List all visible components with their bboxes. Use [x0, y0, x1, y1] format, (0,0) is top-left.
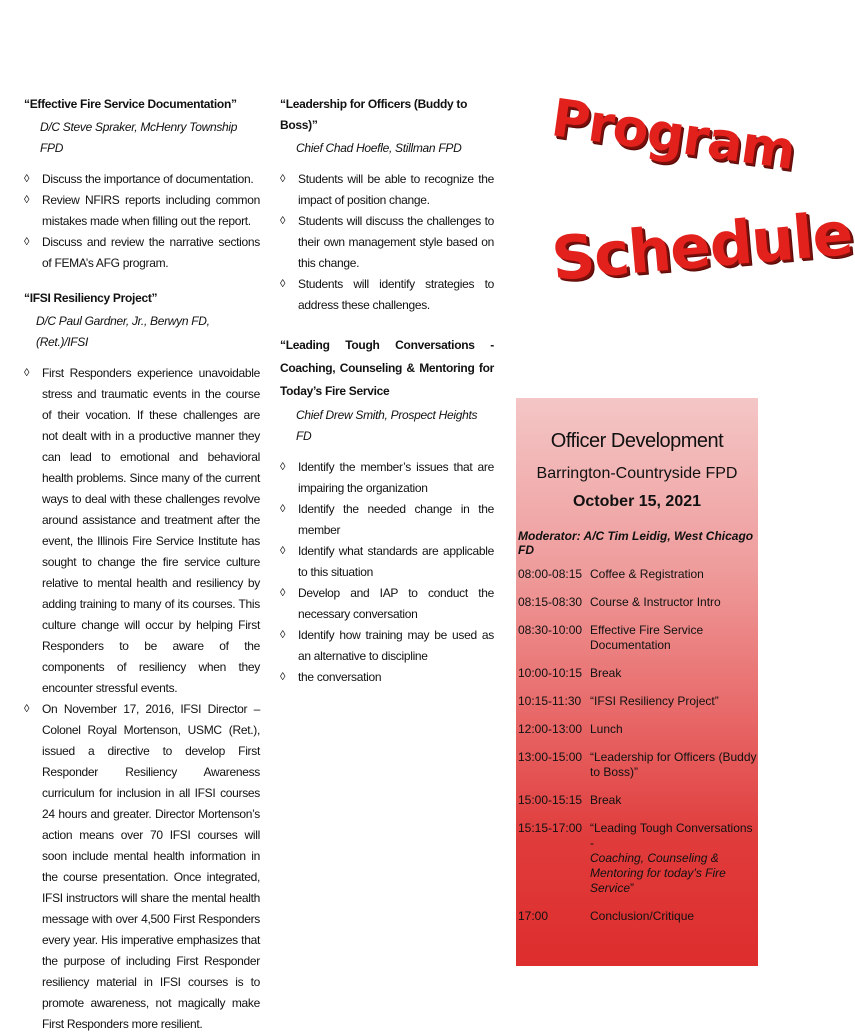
- list-item: ◊ Identify what standards are applicable to this situation: [280, 541, 494, 583]
- diamond-bullet-icon: ◊: [24, 703, 30, 715]
- diamond-bullet-icon: ◊: [280, 461, 286, 473]
- schedule-row: [516, 750, 758, 780]
- session-title: “Leading Tough Conversations - Coaching, Counseling & Mentoring for Today’s Fire Service: [280, 338, 494, 398]
- session-title: “Effective Fire Service Documentation”: [24, 97, 237, 111]
- session-speaker: D/C Paul Gardner, Jr., Berwyn FD, (Ret.)/IFSI: [36, 314, 210, 349]
- middle-column: [280, 94, 494, 688]
- list-item: ◊ Identify how training may be used as an alternative to discipline: [280, 625, 494, 667]
- diamond-bullet-icon: ◊: [280, 545, 286, 557]
- diamond-bullet-icon: ◊: [24, 367, 30, 379]
- schedule-event: Effective Fire Service Documentation: [590, 623, 704, 652]
- diamond-bullet-icon: ◊: [280, 671, 286, 683]
- list-item: ◊ Discuss the importance of documentation.: [24, 169, 260, 190]
- session-title: “IFSI Resiliency Project”: [24, 291, 158, 305]
- list-item: ◊ Students will identify strategies to address these challenges.: [280, 274, 494, 316]
- diamond-bullet-icon: ◊: [24, 173, 30, 185]
- diamond-bullet-icon: ◊: [24, 194, 30, 206]
- schedule-event: “Leadership for Officers (Buddy to Boss)”: [590, 750, 757, 779]
- bullet-list: [24, 363, 260, 1035]
- schedule-row: [516, 595, 758, 610]
- schedule-row: [516, 694, 758, 709]
- schedule-time: 10:15-11:30: [518, 694, 582, 708]
- schedule-time: 08:00-08:15: [518, 567, 583, 581]
- list-item: ◊ Students will discuss the challenges to their own management style based on this change.: [280, 211, 494, 274]
- schedule-row: [516, 793, 758, 808]
- list-item: ◊ On November 17, 2016, IFSI Director – Colonel Royal Mortenson, USMC (Ret.), issued a directive to develop First Responder Resiliency Awareness curriculum for inclusion in all IFSI courses 24 hours and greater. Director Mortenson’s action means over 70 IFSI courses will soon include mental health information in the course presentation. Once integrated, IFSI instructors will share the mental health message with over 4,500 First Responders every year. His imperative emphasizes that the purpose of including First Responder resiliency material in IFSI courses is to promote awareness, not magically make First Responders more resilient.: [24, 699, 260, 1035]
- schedule-row: [516, 666, 758, 681]
- bullet-list: [24, 169, 260, 274]
- list-item: ◊ the conversation: [280, 667, 494, 688]
- schedule-time: 15:00-15:15: [518, 793, 583, 807]
- bullet-list: [280, 169, 494, 316]
- schedule-row: [516, 722, 758, 737]
- schedule-time: 08:15-08:30: [518, 595, 583, 609]
- schedule-event: Break: [590, 793, 622, 807]
- schedule-row: [516, 909, 758, 924]
- diamond-bullet-icon: ◊: [280, 629, 286, 641]
- schedule-time: 13:00-15:00: [518, 750, 583, 764]
- schedule-event: Lunch: [590, 722, 623, 736]
- schedule-event: “Leading Tough Conversations - Coaching, Counseling & Mentoring for today’s Fire Service”: [590, 821, 753, 895]
- schedule-time: 12:00-13:00: [518, 722, 583, 736]
- list-item: ◊ Develop and IAP to conduct the necessary conversation: [280, 583, 494, 625]
- list-item: ◊ Identify the needed change in the member: [280, 499, 494, 541]
- schedule-panel: [516, 398, 758, 966]
- list-item: ◊ Students will be able to recognize the impact of position change.: [280, 169, 494, 211]
- panel-title: Officer Development: [550, 430, 724, 452]
- schedule-event: “IFSI Resiliency Project”: [590, 694, 719, 708]
- diamond-bullet-icon: ◊: [280, 587, 286, 599]
- diamond-bullet-icon: ◊: [280, 278, 286, 290]
- schedule-row: [516, 567, 758, 582]
- schedule-time: 08:30-10:00: [518, 623, 583, 637]
- diamond-bullet-icon: ◊: [24, 236, 30, 248]
- session-speaker: D/C Steve Spraker, McHenry Township FPD: [40, 120, 238, 155]
- schedule-heading: Schedule: [548, 198, 855, 295]
- schedule-time: 10:00-10:15: [518, 666, 583, 680]
- session-speaker: Chief Chad Hoefle, Stillman FPD: [296, 141, 462, 155]
- schedule-time: 17:00: [518, 909, 549, 923]
- list-item: ◊ Review NFIRS reports including common mistakes made when filling out the report.: [24, 190, 260, 232]
- schedule-row: [516, 623, 758, 653]
- session-title: “Leadership for Officers (Buddy to Boss)”: [280, 97, 468, 132]
- panel-organization: Barrington-Countryside FPD: [536, 465, 738, 482]
- diamond-bullet-icon: ◊: [280, 503, 286, 515]
- schedule-event-italic: Coaching, Counseling & Mentoring for today’s Fire Service: [590, 851, 726, 895]
- diamond-bullet-icon: ◊: [280, 215, 286, 227]
- list-item: ◊ First Responders experience unavoidable stress and traumatic events in the course of their vocation. If these challenges are not dealt with in a productive manner they can lead to emotional and behavioral health problems. Since many of the current ways to deal with these challenges revolve around assistance and treatment after the event, the Illinois Fire Service Institute has sought to change the fire service culture relative to mental health and resiliency by adding training to many of its courses. This culture change will occur by helping First Responders to be aware of the components of resiliency when they encounter stressful events.: [24, 363, 260, 699]
- diamond-bullet-icon: ◊: [280, 173, 286, 185]
- schedule-event: Conclusion/Critique: [590, 909, 695, 923]
- schedule-time: 15:15-17:00: [518, 821, 583, 835]
- schedule-row: [516, 821, 758, 896]
- moderator-line: Moderator: A/C Tim Leidig, West Chicago FD: [518, 529, 754, 557]
- schedule-event: Break: [590, 666, 622, 680]
- panel-date: October 15, 2021: [572, 493, 702, 510]
- schedule-list: [516, 567, 758, 924]
- left-column: [24, 94, 260, 1035]
- program-heading: Program: [547, 88, 799, 182]
- bullet-list: [280, 457, 494, 688]
- list-item: ◊ Discuss and review the narrative sections of FEMA’s AFG program.: [24, 232, 260, 274]
- schedule-event: Coffee & Registration: [590, 567, 704, 581]
- schedule-event: Course & Instructor Intro: [590, 595, 721, 609]
- session-speaker: Chief Drew Smith, Prospect Heights FD: [296, 408, 478, 443]
- list-item: ◊ Identify the member’s issues that are impairing the organization: [280, 457, 494, 499]
